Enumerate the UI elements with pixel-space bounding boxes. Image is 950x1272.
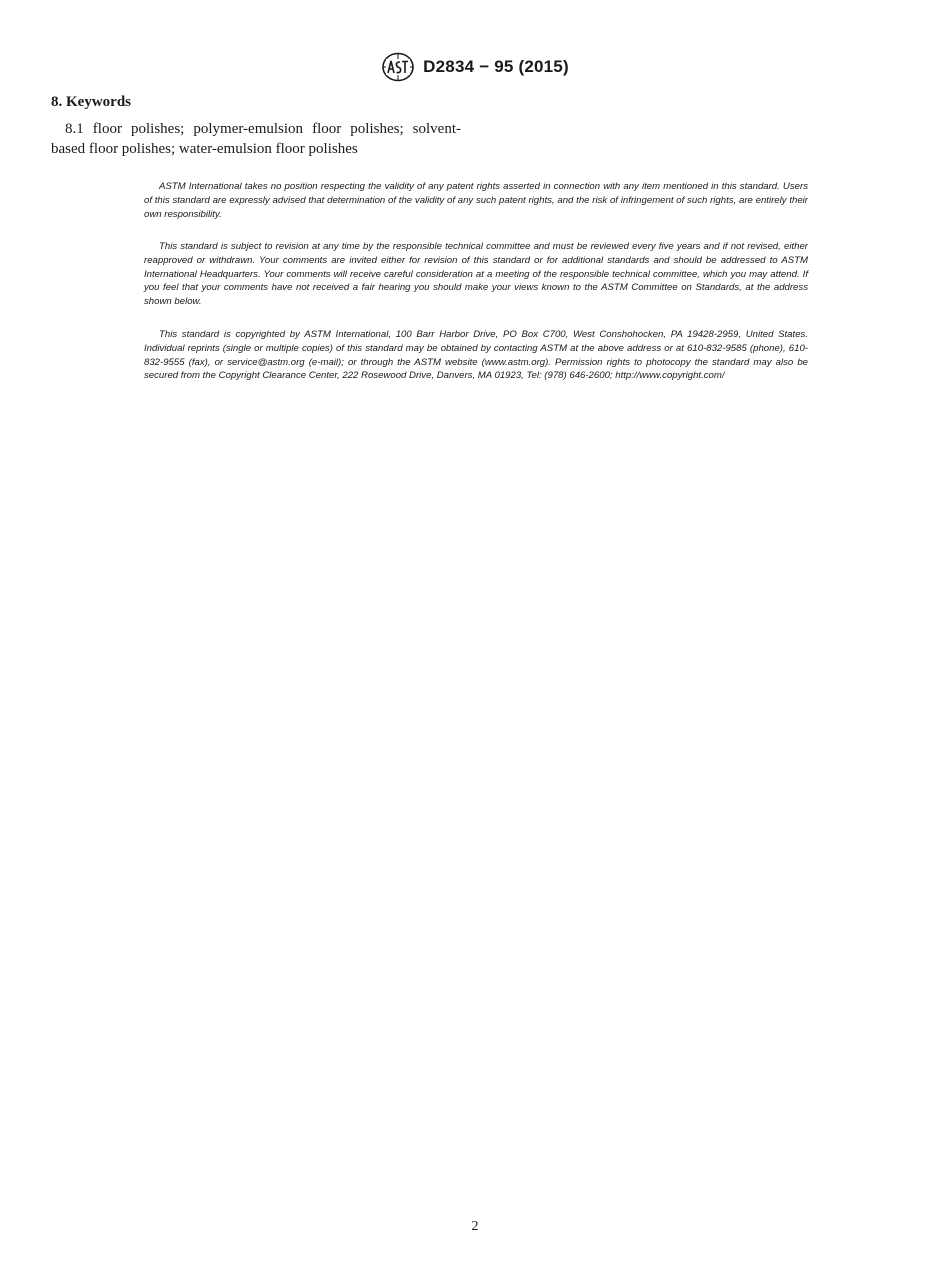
keywords-paragraph: [51, 119, 461, 159]
copyright-notice: This standard is copyrighted by ASTM International, 100 Barr Harbor Drive, PO Box C700, West Conshohocken, PA 19428-2959, United States. Individual reprints (single or multiple copies) of this standard may be obtained by contacting ASTM at the above address or at 610-832-9585 (phone), 610-832-9555 (fax), or service@astm.org (e-mail); or through the ASTM website (www.astm.org). Permission rights to photocopy the standard may also be secured from the Copyright Clearance Center, 222 Rosewood Drive, Danvers, MA 01923, Tel: (978) 646-2600; http://www.copyright.com/: [144, 329, 808, 382]
patent-notice: ASTM International takes no position respecting the validity of any patent rights asserted in connection with any item mentioned in this standard. Users of this standard are expressly advised that determination of the validity of any such patent rights, and the risk of infringement of such rights, are entirely their own responsibility.: [144, 181, 808, 220]
keywords-text: 8.1 floor polishes; polymer-emulsion floor polishes; solvent-based floor polishes; water-emulsion floor polishes: [51, 121, 461, 157]
revision-notice: This standard is subject to revision at any time by the responsible technical committee and must be reviewed every five years and if not revised, either reapproved or withdrawn. Your comments are invited either for revision of this standard or for additional standards and should be addressed to ASTM International Headquarters. Your comments will receive careful consideration at a meeting of the responsible technical committee, which you may attend. If you feel that your comments have not received a fair hearing you should make your views known to the ASTM Committee on Standards, at the address shown below.: [144, 241, 808, 308]
page-header: [0, 52, 950, 82]
document-designation: D2834 − 95 (2015): [423, 57, 569, 76]
astm-logo-icon: [381, 52, 415, 82]
page-number: 2: [471, 1219, 479, 1234]
section-heading: 8. Keywords: [51, 94, 131, 110]
